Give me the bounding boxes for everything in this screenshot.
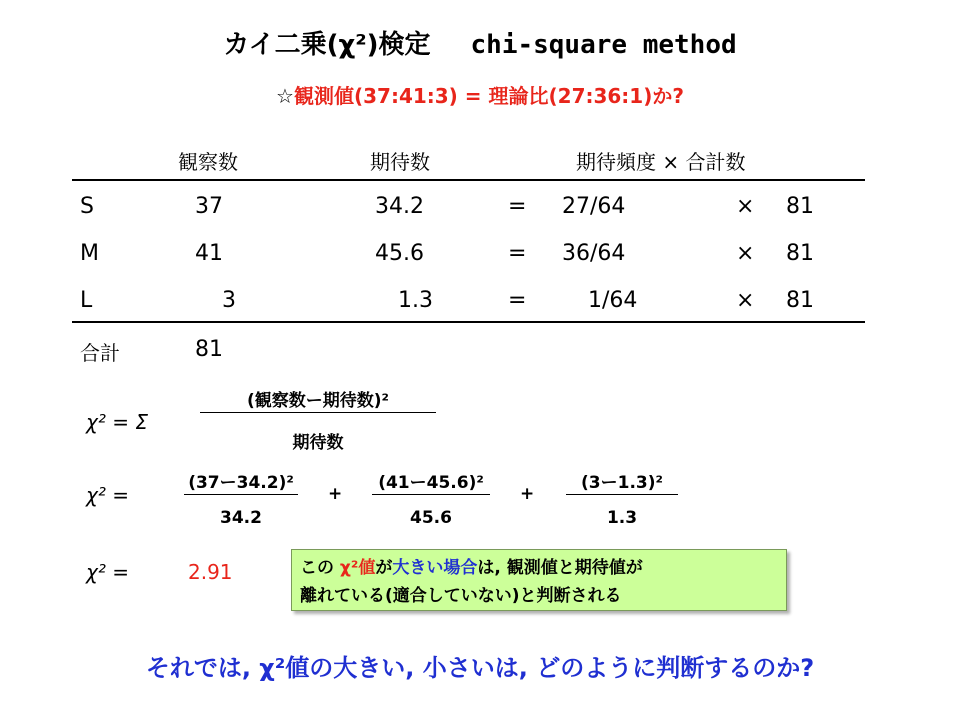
table-bottom-rule <box>72 321 865 323</box>
subtitle <box>0 80 960 109</box>
row-equals: = <box>508 288 527 313</box>
calc-lhs: χ² = <box>86 483 129 507</box>
row-equals: = <box>508 194 527 219</box>
formula-denominator: 期待数 <box>292 433 344 453</box>
row-total: 81 <box>786 241 814 266</box>
sum-label: 合計 <box>80 341 120 365</box>
note-box <box>291 549 787 611</box>
calc-term-bar <box>184 494 298 495</box>
row-times: × <box>736 194 755 219</box>
calc-term-bar <box>566 494 678 495</box>
row-label: S <box>80 194 94 219</box>
calc-term-numerator: (41ー45.6)² <box>378 473 484 493</box>
row-label: L <box>80 288 93 313</box>
formula-lhs: χ² = Σ <box>86 410 148 434</box>
page-title <box>0 24 960 61</box>
row-fraction: 27/64 <box>562 194 626 219</box>
row-times: × <box>736 241 755 266</box>
plus-sign: + <box>328 484 343 504</box>
note-chi: χ²値 <box>339 558 376 578</box>
note-line-1 <box>300 554 778 582</box>
calc-term-numerator: (37ー34.2)² <box>188 473 294 493</box>
row-observed: 41 <box>195 241 223 266</box>
header-formula: 期待頻度 × 合計数 <box>576 150 746 174</box>
row-observed: 3 <box>222 288 236 313</box>
calc-term-denominator: 34.2 <box>220 508 262 528</box>
calc-term-denominator: 45.6 <box>410 508 452 528</box>
row-fraction: 36/64 <box>562 241 626 266</box>
calc-term-denominator: 1.3 <box>606 508 638 528</box>
subtitle-text: 観測値(37:41:3) = 理論比(27:36:1)か? <box>293 84 684 108</box>
row-expected: 45.6 <box>375 241 424 266</box>
plus-sign: + <box>520 484 535 504</box>
row-times: × <box>736 288 755 313</box>
row-observed: 37 <box>195 194 223 219</box>
title-english: chi-square method <box>470 30 737 60</box>
row-fraction: 1/64 <box>588 288 638 313</box>
note-text: は, 観測値と期待値が <box>477 558 643 578</box>
note-emphasis: 大きい場合 <box>392 558 478 578</box>
row-expected: 1.3 <box>398 288 433 313</box>
row-equals: = <box>508 241 527 266</box>
row-total: 81 <box>786 194 814 219</box>
header-observed: 観察数 <box>178 150 238 174</box>
star-icon: ☆ <box>276 84 294 108</box>
table-top-rule <box>72 179 865 181</box>
sum-value: 81 <box>195 337 223 362</box>
formula-fraction-bar <box>200 412 436 413</box>
header-expected: 期待数 <box>370 150 430 174</box>
note-text: この <box>300 558 340 578</box>
note-line-2: 離れている(適合していない)と判断される <box>300 586 622 606</box>
calc-term-bar <box>372 494 490 495</box>
result-lhs: χ² = <box>86 560 129 584</box>
row-expected: 34.2 <box>375 194 424 219</box>
formula-numerator: (観察数ー期待数)² <box>247 391 389 411</box>
title-main: カイ二乗(χ²)検定 <box>223 30 431 60</box>
result-value: 2.91 <box>188 560 233 584</box>
calc-term-numerator: (3ー1.3)² <box>581 473 663 493</box>
row-total: 81 <box>786 288 814 313</box>
note-text: が <box>375 558 393 578</box>
row-label: M <box>80 241 99 266</box>
bottom-question: それでは, χ²値の大きい, 小さいは, どのように判断するのか? <box>145 654 815 682</box>
